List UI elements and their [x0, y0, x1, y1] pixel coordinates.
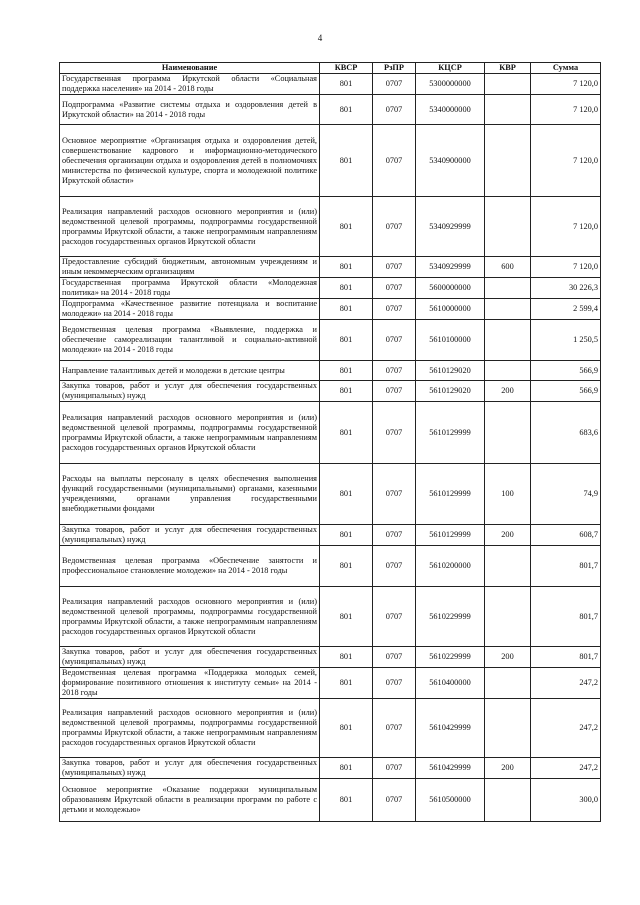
row-name: Подпрограмма «Развитие системы отдыха и оздоровления детей в Иркутской области» на 2014 - 2018 годы	[60, 95, 320, 125]
row-kvsr: 801	[320, 125, 373, 197]
row-kvr	[485, 361, 531, 381]
row-kvsr: 801	[320, 95, 373, 125]
row-sum: 7 120,0	[531, 95, 601, 125]
row-kvsr: 801	[320, 299, 373, 320]
row-name: Ведомственная целевая программа «Выявление, поддержка и обеспечение самореализации талантливой и социально-активной молодежи» на 2014 - 2018 годы	[60, 320, 320, 361]
row-kvr	[485, 779, 531, 822]
row-kvr	[485, 125, 531, 197]
row-rzpr: 0707	[373, 299, 416, 320]
row-kvr: 100	[485, 464, 531, 525]
row-rzpr: 0707	[373, 587, 416, 647]
row-kvr	[485, 74, 531, 95]
row-kvsr: 801	[320, 779, 373, 822]
row-kcsr: 5610200000	[416, 546, 485, 587]
row-kvr: 200	[485, 758, 531, 779]
header-kvsr: КВСР	[320, 63, 373, 74]
row-kvr	[485, 546, 531, 587]
row-kvsr: 801	[320, 546, 373, 587]
row-name: Ведомственная целевая программа «Поддержка молодых семей, формирование позитивного отношения к институту семьи» на 2014 - 2018 годы	[60, 668, 320, 699]
row-name: Государственная программа Иркутской области «Социальная поддержка населения» на 2014 - 2018 годы	[60, 74, 320, 95]
row-name: Предоставление субсидий бюджетным, автономным учреждениям и иным некоммерческим организациям	[60, 257, 320, 278]
table-row	[60, 402, 601, 464]
row-kvsr: 801	[320, 668, 373, 699]
table-row	[60, 464, 601, 525]
row-rzpr: 0707	[373, 74, 416, 95]
row-kcsr: 5610229999	[416, 587, 485, 647]
row-name: Подпрограмма «Качественное развитие потенциала и воспитание молодежи» на 2014 - 2018 годы	[60, 299, 320, 320]
row-sum: 247,2	[531, 668, 601, 699]
table-row	[60, 699, 601, 758]
row-sum: 608,7	[531, 525, 601, 546]
row-kvr	[485, 587, 531, 647]
table-row	[60, 361, 601, 381]
header-rzpr: РзПР	[373, 63, 416, 74]
row-rzpr: 0707	[373, 197, 416, 257]
row-kcsr: 5610400000	[416, 668, 485, 699]
row-sum: 566,9	[531, 381, 601, 402]
row-sum: 7 120,0	[531, 125, 601, 197]
row-kvsr: 801	[320, 699, 373, 758]
row-sum: 74,9	[531, 464, 601, 525]
row-name: Закупка товаров, работ и услуг для обеспечения государственных (муниципальных) нужд	[60, 758, 320, 779]
row-sum: 7 120,0	[531, 74, 601, 95]
row-kcsr: 5610500000	[416, 779, 485, 822]
row-kcsr: 5610129999	[416, 525, 485, 546]
row-rzpr: 0707	[373, 402, 416, 464]
row-sum: 683,6	[531, 402, 601, 464]
row-name: Закупка товаров, работ и услуг для обеспечения государственных (муниципальных) нужд	[60, 647, 320, 668]
row-name: Расходы на выплаты персоналу в целях обеспечения выполнения функций государственными (муниципальными) органами, казенными учреждениями, органами управления государственными внебюджетными фондами	[60, 464, 320, 525]
row-sum: 2 599,4	[531, 299, 601, 320]
row-kcsr: 5610129999	[416, 402, 485, 464]
row-kvr	[485, 197, 531, 257]
row-name: Реализация направлений расходов основного мероприятия и (или) ведомственной целевой программы, подпрограммы государственной программы Иркутской области, а также непрограммным направлениям расходов государственных органов Иркутской области	[60, 197, 320, 257]
row-rzpr: 0707	[373, 257, 416, 278]
row-kvr	[485, 668, 531, 699]
row-name: Ведомственная целевая программа «Обеспечение занятости и профессиональное становление молодежи» на 2014 - 2018 годы	[60, 546, 320, 587]
row-kvsr: 801	[320, 361, 373, 381]
row-name: Основное мероприятие «Организация отдыха и оздоровления детей, совершенствование кадрового и информационно-методического обеспечения организации отдыха и оздоровления детей в полномочиях министерства по физической культуре, спорта и молодежной политике Иркутской области»	[60, 125, 320, 197]
table-row	[60, 278, 601, 299]
row-kcsr: 5610229999	[416, 647, 485, 668]
row-name: Реализация направлений расходов основного мероприятия и (или) ведомственной целевой программы, подпрограммы государственной программы Иркутской области, а также непрограммным направлениям расходов государственных органов Иркутской области	[60, 587, 320, 647]
row-kvsr: 801	[320, 381, 373, 402]
row-kcsr: 5340900000	[416, 125, 485, 197]
row-name: Направление талантливых детей и молодежи в детские центры	[60, 361, 320, 381]
row-kvsr: 801	[320, 525, 373, 546]
table-header-row	[60, 63, 601, 74]
table-row	[60, 647, 601, 668]
row-kvsr: 801	[320, 257, 373, 278]
row-kcsr: 5610429999	[416, 758, 485, 779]
row-kvr: 200	[485, 647, 531, 668]
row-rzpr: 0707	[373, 779, 416, 822]
table-row	[60, 299, 601, 320]
row-kvr: 200	[485, 525, 531, 546]
row-kcsr: 5340000000	[416, 95, 485, 125]
row-rzpr: 0707	[373, 647, 416, 668]
table-row	[60, 546, 601, 587]
row-kvr	[485, 699, 531, 758]
row-kcsr: 5610129020	[416, 361, 485, 381]
row-kcsr: 5610100000	[416, 320, 485, 361]
header-sum: Сумма	[531, 63, 601, 74]
table-row	[60, 779, 601, 822]
row-sum: 801,7	[531, 587, 601, 647]
row-name: Государственная программа Иркутской области «Молодежная политика» на 2014 - 2018 годы	[60, 278, 320, 299]
row-sum: 247,2	[531, 699, 601, 758]
row-kcsr: 5300000000	[416, 74, 485, 95]
table-row	[60, 257, 601, 278]
row-kvr	[485, 320, 531, 361]
row-kvsr: 801	[320, 402, 373, 464]
row-name: Реализация направлений расходов основного мероприятия и (или) ведомственной целевой программы, подпрограммы государственной программы Иркутской области, а также непрограммным направлениям расходов государственных органов Иркутской области	[60, 402, 320, 464]
row-kvr	[485, 299, 531, 320]
table-row	[60, 525, 601, 546]
row-sum: 247,2	[531, 758, 601, 779]
row-kvsr: 801	[320, 320, 373, 361]
row-sum: 30 226,3	[531, 278, 601, 299]
table-row	[60, 668, 601, 699]
row-rzpr: 0707	[373, 668, 416, 699]
header-kvr: КВР	[485, 63, 531, 74]
row-sum: 300,0	[531, 779, 601, 822]
row-rzpr: 0707	[373, 125, 416, 197]
row-sum: 566,9	[531, 361, 601, 381]
row-kvsr: 801	[320, 587, 373, 647]
row-kcsr: 5610129020	[416, 381, 485, 402]
table-row	[60, 197, 601, 257]
row-kcsr: 5600000000	[416, 278, 485, 299]
row-sum: 7 120,0	[531, 197, 601, 257]
row-rzpr: 0707	[373, 699, 416, 758]
row-name: Основное мероприятие «Оказание поддержки муниципальным образованиям Иркутской области в реализации программ по работе с детьми и молодежью»	[60, 779, 320, 822]
row-rzpr: 0707	[373, 320, 416, 361]
table-row	[60, 587, 601, 647]
table-row	[60, 125, 601, 197]
row-sum: 801,7	[531, 647, 601, 668]
row-kvr	[485, 95, 531, 125]
header-name: Наименование	[60, 63, 320, 74]
row-name: Закупка товаров, работ и услуг для обеспечения государственных (муниципальных) нужд	[60, 381, 320, 402]
row-name: Реализация направлений расходов основного мероприятия и (или) ведомственной целевой программы, подпрограммы государственной программы Иркутской области, а также непрограммным направлениям расходов государственных органов Иркутской области	[60, 699, 320, 758]
table-row	[60, 74, 601, 95]
table-row	[60, 320, 601, 361]
row-sum: 7 120,0	[531, 257, 601, 278]
row-kvr	[485, 402, 531, 464]
row-kvsr: 801	[320, 758, 373, 779]
row-kcsr: 5340929999	[416, 197, 485, 257]
row-sum: 1 250,5	[531, 320, 601, 361]
row-kvsr: 801	[320, 278, 373, 299]
table-row	[60, 95, 601, 125]
table-row	[60, 758, 601, 779]
row-kcsr: 5610129999	[416, 464, 485, 525]
row-kvsr: 801	[320, 647, 373, 668]
page-number: 4	[317, 33, 323, 43]
row-rzpr: 0707	[373, 525, 416, 546]
row-rzpr: 0707	[373, 546, 416, 587]
row-kvr: 200	[485, 381, 531, 402]
row-rzpr: 0707	[373, 361, 416, 381]
row-kvr	[485, 278, 531, 299]
row-rzpr: 0707	[373, 95, 416, 125]
row-name: Закупка товаров, работ и услуг для обеспечения государственных (муниципальных) нужд	[60, 525, 320, 546]
row-kvsr: 801	[320, 464, 373, 525]
row-kvsr: 801	[320, 74, 373, 95]
row-kvr: 600	[485, 257, 531, 278]
table-row	[60, 381, 601, 402]
row-sum: 801,7	[531, 546, 601, 587]
row-rzpr: 0707	[373, 464, 416, 525]
row-kcsr: 5340929999	[416, 257, 485, 278]
budget-table	[59, 62, 601, 822]
row-rzpr: 0707	[373, 758, 416, 779]
row-kvsr: 801	[320, 197, 373, 257]
row-rzpr: 0707	[373, 381, 416, 402]
row-kcsr: 5610429999	[416, 699, 485, 758]
header-kcsr: КЦСР	[416, 63, 485, 74]
row-rzpr: 0707	[373, 278, 416, 299]
row-kcsr: 5610000000	[416, 299, 485, 320]
